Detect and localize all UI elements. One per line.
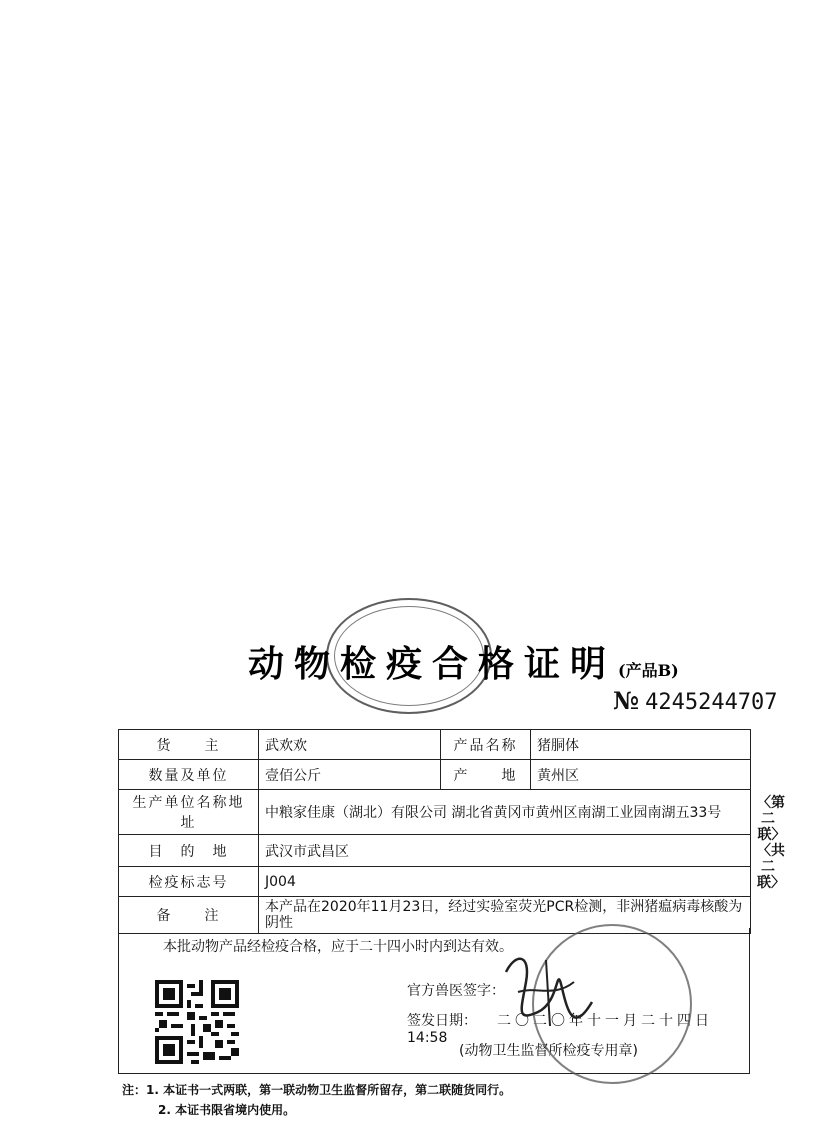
product-name-label: 产品名称: [441, 730, 531, 760]
remarks-value: 本产品在2020年11月23日，经过实验室荧光PCR检测，非洲猪瘟病毒核酸为阴性: [259, 897, 751, 934]
origin-value: 黄州区: [531, 760, 751, 790]
agency-stamp-label: (动物卫生监督所检疫专用章): [459, 1043, 638, 1059]
table-row: [119, 867, 751, 897]
certificate-table: [118, 729, 751, 934]
validity-statement: 本批动物产品经检疫合格，应于二十四小时内到达有效。: [163, 939, 513, 955]
quarantine-mark-label: 检疫标志号: [119, 867, 259, 897]
producer-label: 生产单位名称地址: [119, 790, 259, 835]
document-title: 动物检疫合格证明: [248, 643, 617, 685]
document-subtitle: (产品B): [618, 661, 679, 680]
producer-value: 中粮家佳康（湖北）有限公司 湖北省黄冈市黄州区南湖工业园南湖五33号: [259, 790, 751, 835]
note-2: 2. 本证书限省境内使用。: [158, 1103, 296, 1117]
date-label: 签发日期：: [407, 1013, 477, 1029]
owner-label: 货 主: [119, 730, 259, 760]
time-value: 14:58: [407, 1030, 448, 1046]
table-row: [119, 835, 751, 867]
certificate-number: [613, 686, 778, 715]
document-header: [248, 636, 679, 686]
quantity-value: 壹佰公斤: [259, 760, 441, 790]
quarantine-mark-value: J004: [259, 867, 751, 897]
number-sign: №: [613, 686, 640, 715]
table-row: [119, 790, 751, 835]
destination-value: 武汉市武昌区: [259, 835, 751, 867]
table-row: [119, 760, 751, 790]
qr-code-icon: [155, 980, 239, 1064]
note-1: 注：1. 本证书一式两联，第一联动物卫生监督所留存，第二联随货同行。: [122, 1083, 512, 1097]
origin-label: 产 地: [441, 760, 531, 790]
official-vet-signature: [407, 980, 505, 1000]
owner-value: 武欢欢: [259, 730, 441, 760]
footnotes: [122, 1080, 782, 1120]
remarks-label: 备 注: [119, 897, 259, 934]
quantity-label: 数量及单位: [119, 760, 259, 790]
vet-label: 官方兽医签字：: [407, 983, 505, 999]
product-name-value: 猪胴体: [531, 730, 751, 760]
copy-indicator: 〈第二联〉〈共二联〉: [757, 795, 785, 891]
signature-icon: [496, 942, 606, 1038]
date-value: 二〇二〇年十一月二十四日: [497, 1013, 713, 1029]
certificate-number-value: 4245244707: [645, 690, 778, 715]
destination-label: 目 的 地: [119, 835, 259, 867]
table-row: [119, 730, 751, 760]
